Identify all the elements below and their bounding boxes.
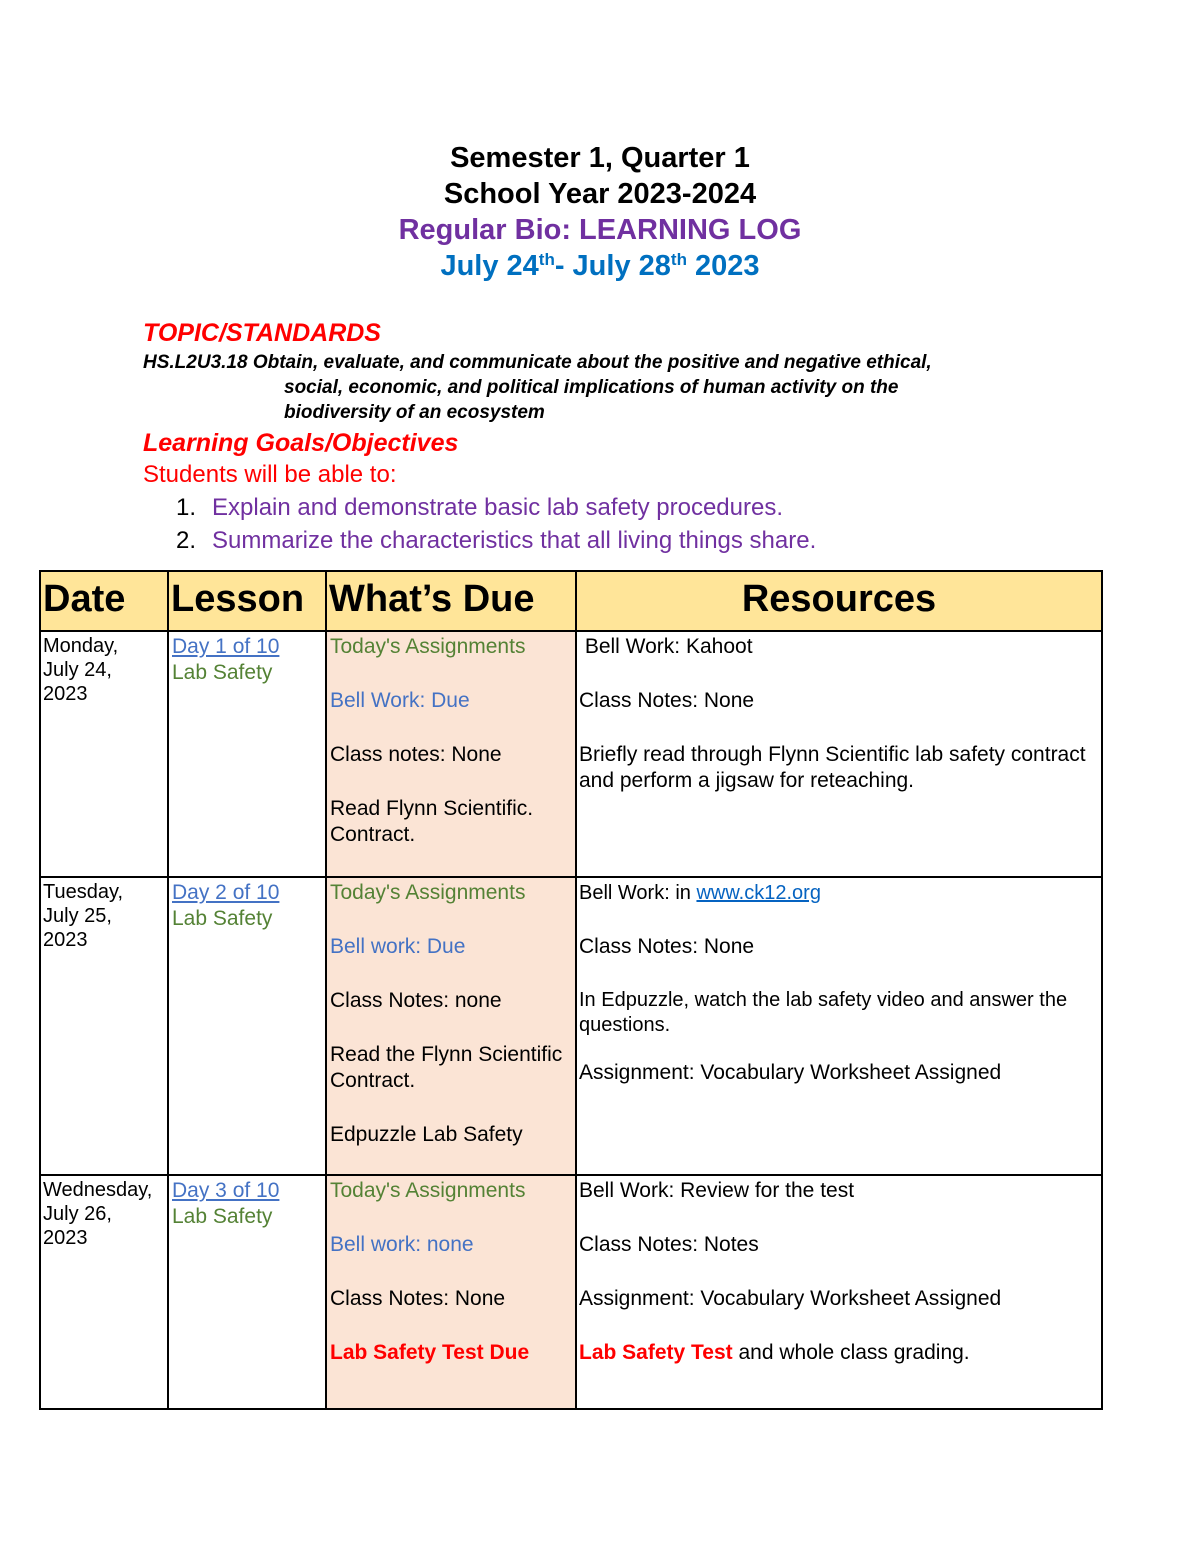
header-date: Date — [40, 571, 168, 631]
semester-title: Semester 1, Quarter 1 — [450, 142, 750, 174]
topic-section — [143, 318, 1123, 557]
objective-item: 1. Explain and demonstrate basic lab safety procedures. — [176, 494, 783, 521]
table-row — [40, 877, 1102, 1175]
standard-text: HS.L2U3.18 Obtain, evaluate, and communicate about the positive and negative ethical, social, economic, and political implications of human activity on the biodiversity of an ecosystem — [143, 352, 932, 423]
resources-cell: Bell Work: Review for the test Class Notes: Notes Assignment: Vocabulary Worksheet Assigned Lab Safety Test and whole class grading. — [576, 1175, 1102, 1409]
objective-item: 2. Summarize the characteristics that all living things share. — [176, 527, 817, 554]
date-cell: Tuesday, July 25, 2023 — [40, 877, 168, 1175]
lesson-cell — [168, 877, 326, 1175]
header-resources: Resources — [576, 571, 1102, 631]
learning-log-table — [39, 570, 1103, 1410]
due-cell: Today's Assignments Bell Work: Due Class notes: None Read Flynn Scientific. Contract. — [326, 631, 576, 877]
lesson-topic: Lab Safety — [172, 1205, 273, 1228]
resources-cell: Bell Work: in www.ck12.org Class Notes: None In Edpuzzle, watch the lab safety video and answer the questions. Assignment: Vocabulary Worksheet Assigned — [576, 877, 1102, 1175]
objectives-list — [143, 491, 1123, 557]
week-date-range: July 24th- July 28th 2023 — [440, 250, 760, 282]
lesson-link[interactable]: Day 3 of 10 — [172, 1179, 280, 1202]
date-cell: Monday, July 24, 2023 — [40, 631, 168, 877]
course-title: Regular Bio: LEARNING LOG — [398, 214, 802, 246]
header-whats-due: What’s Due — [326, 571, 576, 631]
lesson-cell — [168, 631, 326, 877]
lesson-topic: Lab Safety — [172, 907, 273, 930]
header-lesson: Lesson — [168, 571, 326, 631]
lesson-cell — [168, 1175, 326, 1409]
topic-heading: TOPIC/STANDARDS — [143, 319, 381, 347]
due-cell: Today's Assignments Bell work: none Class Notes: None Lab Safety Test Due — [326, 1175, 576, 1409]
school-year: School Year 2023-2024 — [443, 178, 757, 210]
table-header-row — [40, 571, 1102, 631]
lesson-link[interactable]: Day 1 of 10 — [172, 635, 280, 658]
document-header — [0, 140, 1200, 284]
goals-heading: Learning Goals/Objectives — [143, 429, 459, 457]
table-row — [40, 1175, 1102, 1409]
date-cell: Wednesday, July 26, 2023 — [40, 1175, 168, 1409]
lesson-link[interactable]: Day 2 of 10 — [172, 881, 280, 904]
swbat-text: Students will be able to: — [143, 461, 397, 488]
ck12-link[interactable]: www.ck12.org — [696, 882, 821, 904]
resources-cell: Bell Work: Kahoot Class Notes: None Briefly read through Flynn Scientific lab safety contract and perform a jigsaw for reteaching. — [576, 631, 1102, 877]
lesson-topic: Lab Safety — [172, 661, 273, 684]
table-row — [40, 631, 1102, 877]
due-cell: Today's Assignments Bell work: Due Class Notes: none Read the Flynn Scientific Contract. Edpuzzle Lab Safety — [326, 877, 576, 1175]
